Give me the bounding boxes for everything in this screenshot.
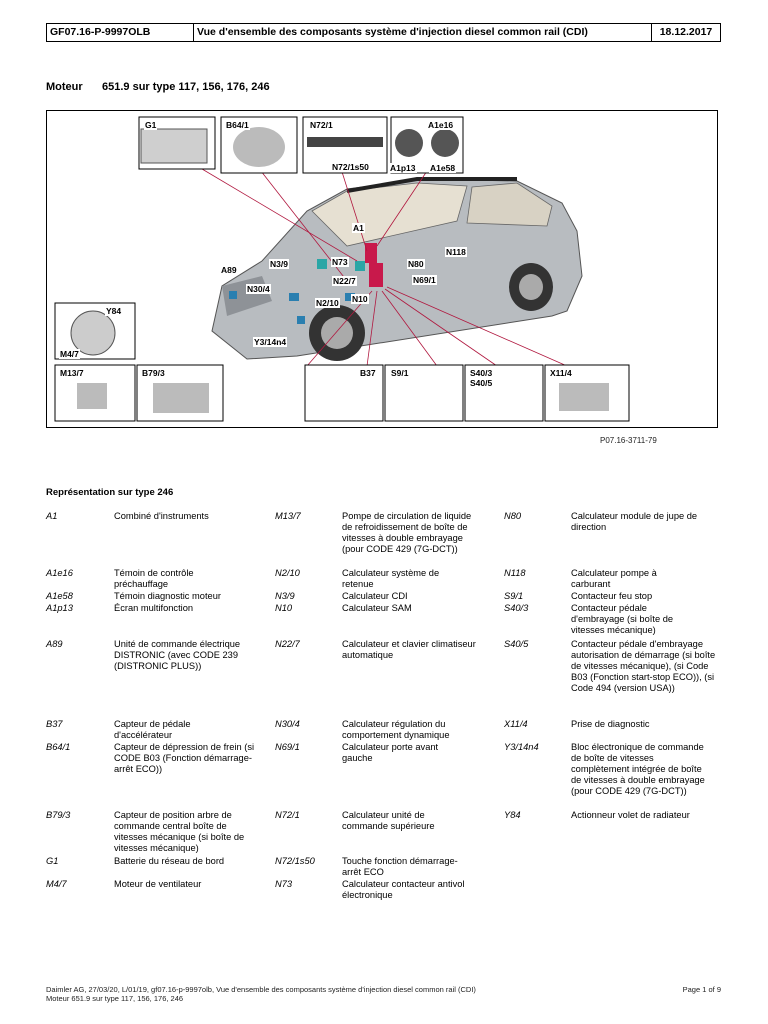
- legend-desc: Actionneur volet de radiateur: [571, 810, 690, 820]
- legend-desc: Contacteur pédale d'embrayage autorisation de démarrage (si boîte de vitesses mécanique), (si Code B03 (Fonction start-stop ECO)), (si Code 494 (version USA)): [571, 639, 716, 693]
- legend-desc: Capteur de pédale d'accélérateur: [114, 719, 191, 740]
- legend-desc: Calculateur et clavier climatiseur automatique: [342, 639, 476, 660]
- callout-n3-9: N3/9: [270, 259, 288, 269]
- legend-code: B64/1: [46, 742, 71, 752]
- legend-desc: Témoin de contrôle préchauffage: [114, 568, 194, 589]
- engine-label: Moteur: [46, 81, 83, 93]
- document-id: GF07.16-P-9997OLB: [47, 24, 194, 41]
- callout-n118: N118: [446, 247, 466, 257]
- legend-desc: Pompe de circulation de liquide de refroidissement de boîte de vitesses à double embrayage (pour CODE 429 (7G-DCT)): [342, 511, 472, 554]
- legend-code: M13/7: [275, 511, 301, 521]
- legend-desc: Calculateur CDI: [342, 591, 408, 601]
- legend-desc: Bloc électronique de commande de boîte de vitesses complètement intégrée de boîte de vitesses à double embrayage (pour CODE 429 (7G-DCT)): [571, 742, 705, 796]
- legend-desc: Calculateur système de retenue: [342, 568, 440, 589]
- callout-b37: B37: [360, 368, 376, 378]
- legend-code: N2/10: [275, 568, 300, 578]
- legend-code: A89: [46, 639, 63, 649]
- legend-desc: Moteur de ventilateur: [114, 879, 202, 889]
- callout-m4-7: M4/7: [60, 349, 79, 359]
- legend-code: N10: [275, 603, 293, 613]
- engine-value: 651.9 sur type 117, 156, 176, 246: [102, 81, 270, 93]
- legend-desc: Batterie du réseau de bord: [114, 856, 225, 866]
- document-header: [46, 23, 721, 42]
- legend-desc: Calculateur régulation du comportement dynamique: [342, 719, 450, 740]
- legend-code: M4/7: [46, 879, 67, 889]
- legend-code: S40/5: [504, 639, 529, 649]
- legend-code: N73: [275, 879, 293, 889]
- section-title: Représentation sur type 246: [46, 487, 174, 498]
- legend-desc: Calculateur pompe à carburant: [571, 568, 657, 589]
- callout-y84: Y84: [106, 306, 122, 316]
- legend-desc: Contacteur pédale d'embrayage (si boîte de vitesses mécanique): [571, 603, 674, 635]
- legend-desc: Calculateur module de jupe de direction: [571, 511, 698, 532]
- legend-desc: Capteur de dépression de frein (si CODE B03 (Fonction démarrage-arrêt ECO)): [114, 742, 255, 774]
- callout-a89: A89: [221, 265, 237, 275]
- callout-n22-7: N22/7: [333, 276, 356, 286]
- legend-desc: Unité de commande électrique DISTRONIC (avec CODE 239 (DISTRONIC PLUS)): [114, 639, 241, 671]
- page-footer: [46, 985, 721, 1003]
- legend-code: X11/4: [504, 719, 528, 729]
- legend-code: N22/7: [275, 639, 300, 649]
- callout-n69-1: N69/1: [413, 275, 436, 285]
- legend-desc: Capteur de position arbre de commande central boîte de vitesses mécanique (si boîte de vitesses mécanique): [114, 810, 245, 853]
- legend-code: B79/3: [46, 810, 71, 820]
- callout-a1e16: A1e16: [428, 120, 454, 130]
- footer-line-2: Moteur 651.9 sur type 117, 156, 176, 246: [46, 994, 184, 1003]
- callout-n10: N10: [352, 294, 368, 304]
- legend-code: A1e16: [46, 568, 73, 578]
- callout-b64-1: B64/1: [226, 120, 249, 130]
- callout-n80: N80: [408, 259, 424, 269]
- legend-code: A1p13: [46, 603, 73, 613]
- legend-code: A1e58: [46, 591, 73, 601]
- legend-desc: Touche fonction démarrage-arrêt ECO: [342, 856, 458, 877]
- callout-n72-1: N72/1: [310, 120, 333, 130]
- callout-n73: N73: [332, 257, 348, 267]
- legend-code: N72/1s50: [275, 856, 315, 866]
- legend-desc: Calculateur SAM: [342, 603, 412, 613]
- legend-desc: Témoin diagnostic moteur: [114, 591, 221, 601]
- callout-a1: A1: [353, 223, 364, 233]
- callout-g1: G1: [145, 120, 157, 130]
- callout-n72-1s50: N72/1s50: [332, 162, 369, 172]
- legend-code: G1: [46, 856, 59, 866]
- legend-code: N72/1: [275, 810, 300, 820]
- callout-m13-7: M13/7: [60, 368, 84, 378]
- legend-desc: Calculateur porte avant gauche: [342, 742, 439, 763]
- callout-b79-3: B79/3: [142, 368, 165, 378]
- legend-code: N118: [504, 568, 526, 578]
- vehicle-illustration: [47, 111, 718, 428]
- legend-code: Y84: [504, 810, 521, 820]
- legend-code: N80: [504, 511, 522, 521]
- legend-desc: Combiné d'instruments: [114, 511, 209, 521]
- page-number: Page 1 of 9: [682, 985, 721, 994]
- callout-n2-10: N2/10: [316, 298, 339, 308]
- callout-x11-4: X11/4: [550, 368, 572, 378]
- callout-a1e58: A1e58: [430, 163, 456, 173]
- legend-code: S40/3: [504, 603, 529, 613]
- callout-s9-1: S9/1: [391, 368, 409, 378]
- callout-s40-5: S40/5: [470, 378, 493, 388]
- legend-code: S9/1: [504, 591, 524, 601]
- legend-code: N3/9: [275, 591, 295, 601]
- legend-desc: Calculateur unité de commande supérieure: [342, 810, 435, 831]
- legend-code: A1: [46, 511, 58, 521]
- legend-desc: Calculateur contacteur antivol électronique: [342, 879, 465, 900]
- document-date: 18.12.2017: [659, 26, 713, 38]
- footer-line-1: Daimler AG, 27/03/20, L/01/19, gf07.16-p-9997olb, Vue d'ensemble des composants système d'injection diesel common rail (CDI): [46, 985, 476, 994]
- legend-code: N30/4: [275, 719, 300, 729]
- callout-y3-14n4: Y3/14n4: [254, 337, 287, 347]
- document-title: Vue d'ensemble des composants système d'injection diesel common rail (CDI): [194, 24, 652, 41]
- callout-a1p13: A1p13: [390, 163, 416, 173]
- legend-code: B37: [46, 719, 63, 729]
- legend-desc: Écran multifonction: [114, 603, 194, 613]
- component-overview-figure: [46, 110, 718, 428]
- legend-desc: Prise de diagnostic: [571, 719, 650, 729]
- legend-code: Y3/14n4: [504, 742, 539, 752]
- callout-s40-3: S40/3: [470, 368, 493, 378]
- callout-n30-4: N30/4: [247, 284, 270, 294]
- figure-reference: P07.16-3711-79: [600, 436, 657, 445]
- legend-code: N69/1: [275, 742, 300, 752]
- legend-desc: Contacteur feu stop: [571, 591, 653, 601]
